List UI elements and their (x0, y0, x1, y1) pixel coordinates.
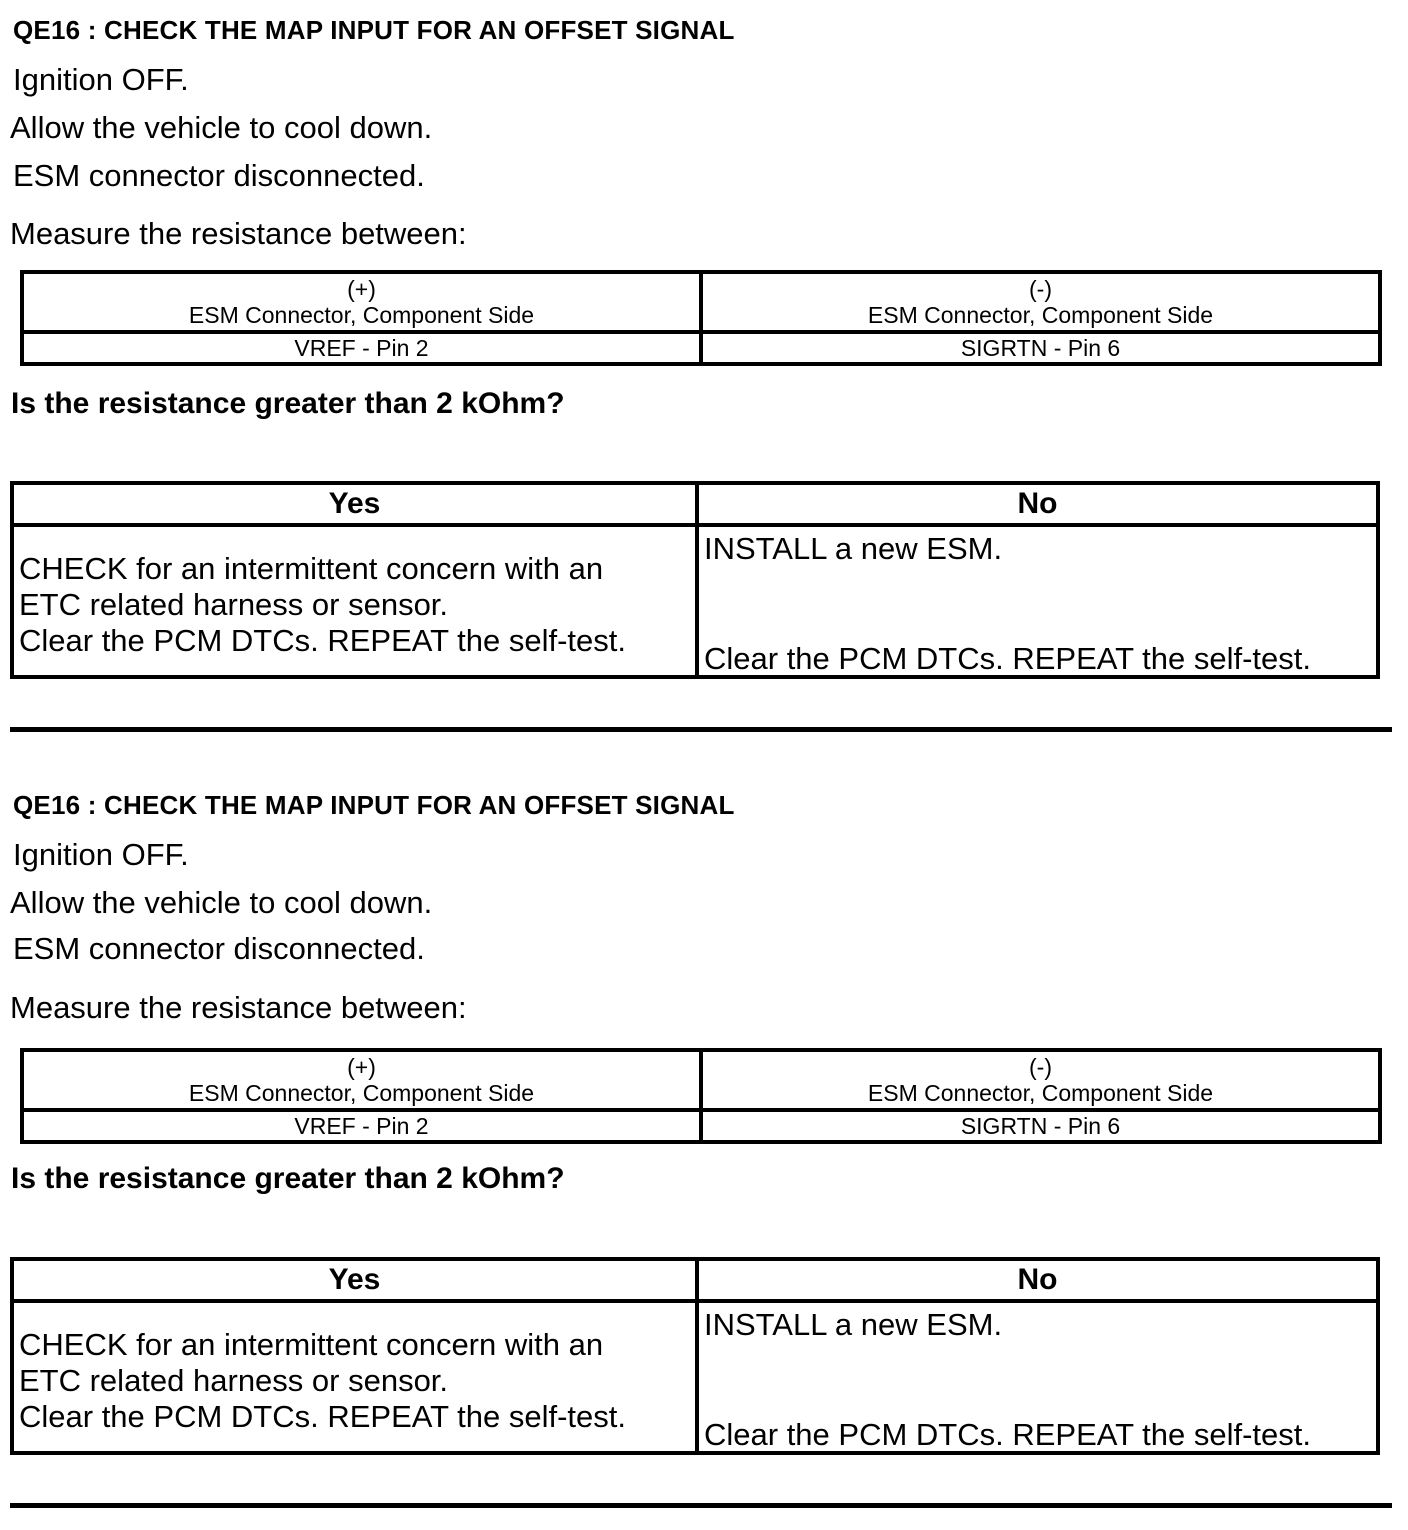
section-divider (10, 727, 1392, 732)
no-header: No (697, 483, 1378, 525)
no-cell (697, 525, 1378, 677)
minus-header-cell (701, 272, 1380, 332)
section-title: QE16 : CHECK THE MAP INPUT FOR AN OFFSET SIGNAL (13, 790, 735, 820)
step-line: ESM connector disconnected. (13, 158, 425, 193)
step-line: ESM connector disconnected. (13, 931, 425, 966)
measurement-table (20, 270, 1382, 366)
no-line: Clear the PCM DTCs. REPEAT the self-test. (704, 1417, 1311, 1452)
yes-cell (12, 525, 697, 677)
no-header: No (697, 1259, 1378, 1301)
minus-label: ESM Connector, Component Side (867, 302, 1214, 328)
plus-symbol: (+) (347, 276, 376, 302)
yes-line: CHECK for an intermittent concern with an (19, 1327, 604, 1362)
minus-symbol: (-) (1029, 276, 1052, 302)
minus-symbol: (-) (1029, 1054, 1052, 1080)
minus-value-cell: SIGRTN - Pin 6 (701, 332, 1380, 364)
question: Is the resistance greater than 2 kOhm? (11, 387, 565, 420)
yes-header: Yes (12, 1259, 697, 1301)
decision-table (10, 481, 1380, 679)
yes-line: Clear the PCM DTCs. REPEAT the self-test. (19, 1399, 626, 1434)
yes-header: Yes (12, 483, 697, 525)
no-cell (697, 1301, 1378, 1453)
question: Is the resistance greater than 2 kOhm? (11, 1162, 565, 1195)
plus-header-cell (22, 272, 701, 332)
plus-label: ESM Connector, Component Side (188, 302, 535, 328)
measurement-table (20, 1048, 1382, 1144)
plus-value-cell: VREF - Pin 2 (22, 332, 701, 364)
section-divider (10, 1503, 1392, 1508)
minus-value-cell: SIGRTN - Pin 6 (701, 1110, 1380, 1142)
no-line: INSTALL a new ESM. (704, 531, 1003, 566)
no-line: INSTALL a new ESM. (704, 1307, 1003, 1342)
plus-symbol: (+) (347, 1054, 376, 1080)
step-line: Allow the vehicle to cool down. (10, 110, 433, 145)
yes-line: ETC related harness or sensor. (19, 587, 449, 622)
procedure-section (0, 0, 1408, 740)
section-title: QE16 : CHECK THE MAP INPUT FOR AN OFFSET SIGNAL (13, 15, 735, 45)
yes-line: Clear the PCM DTCs. REPEAT the self-test. (19, 623, 626, 658)
minus-header-cell (701, 1050, 1380, 1110)
yes-line: CHECK for an intermittent concern with an (19, 551, 604, 586)
no-line: Clear the PCM DTCs. REPEAT the self-test. (704, 641, 1311, 676)
yes-cell (12, 1301, 697, 1453)
step-line: Allow the vehicle to cool down. (10, 885, 433, 920)
step-line: Ignition OFF. (13, 62, 189, 97)
minus-label: ESM Connector, Component Side (867, 1080, 1214, 1106)
plus-label: ESM Connector, Component Side (188, 1080, 535, 1106)
plus-value-cell: VREF - Pin 2 (22, 1110, 701, 1142)
measure-intro: Measure the resistance between: (10, 990, 467, 1025)
step-line: Ignition OFF. (13, 837, 189, 872)
measure-intro: Measure the resistance between: (10, 216, 467, 251)
procedure-section (0, 775, 1408, 1515)
plus-header-cell (22, 1050, 701, 1110)
yes-line: ETC related harness or sensor. (19, 1363, 449, 1398)
decision-table (10, 1257, 1380, 1455)
